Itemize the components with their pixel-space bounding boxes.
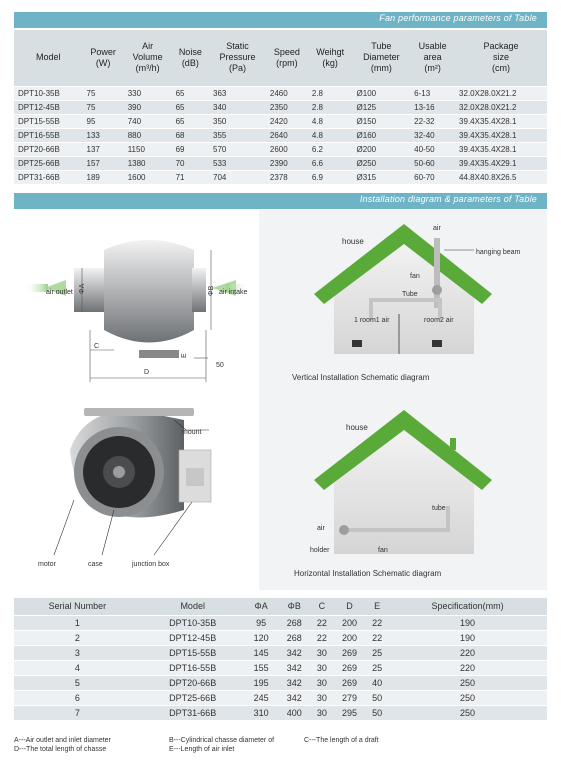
- performance-cell: 70: [172, 156, 209, 170]
- fan-side-view: [24, 240, 248, 382]
- performance-cell: 2378: [266, 170, 308, 184]
- performance-cell: 71: [172, 170, 209, 184]
- performance-cell: DPT15-55B: [14, 114, 83, 128]
- dimension-cell: 3: [14, 645, 141, 660]
- dimension-row: [14, 645, 547, 660]
- case-label: case: [88, 561, 103, 568]
- horizontal-tube: [344, 528, 450, 532]
- performance-cell: 39.4X35.4X28.1: [455, 142, 547, 156]
- performance-cell: DPT25-66B: [14, 156, 83, 170]
- chimney: [450, 438, 456, 450]
- dimension-header-cell: Serial Number: [14, 598, 141, 615]
- dimension-header-cell: ΦA: [245, 598, 278, 615]
- e-label: E: [181, 353, 188, 358]
- dimension-cell: 342: [278, 660, 311, 675]
- dimension-cell: 268: [278, 630, 311, 645]
- performance-cell: DPT31-66B: [14, 170, 83, 184]
- performance-cell: 40-50: [410, 142, 455, 156]
- performance-cell: 2600: [266, 142, 308, 156]
- dimension-cell: 342: [278, 645, 311, 660]
- performance-row: [14, 114, 547, 128]
- performance-cell: 32-40: [410, 128, 455, 142]
- performance-cell: 880: [124, 128, 172, 142]
- dimension-cell: 250: [388, 675, 547, 690]
- installation-diagram-svg: [14, 210, 547, 590]
- performance-cell: 1150: [124, 142, 172, 156]
- dimension-cell: 30: [311, 690, 333, 705]
- performance-cell: 39.4X35.4X28.1: [455, 114, 547, 128]
- performance-cell: DPT20-66B: [14, 142, 83, 156]
- dimension-cell: 220: [388, 660, 547, 675]
- installation-diagram: [14, 210, 547, 590]
- dimension-header-cell: ΦB: [278, 598, 311, 615]
- performance-cell: 13-16: [410, 100, 455, 114]
- performance-cell: 2.8: [308, 86, 353, 100]
- dimension-cell: 22: [366, 615, 388, 630]
- performance-cell: 1380: [124, 156, 172, 170]
- dimension-cell: 295: [333, 705, 366, 720]
- performance-cell: Ø100: [353, 86, 411, 100]
- performance-cell: 95: [83, 114, 124, 128]
- outlet-arrow-tail: [24, 284, 48, 292]
- dimension-cell: 310: [245, 705, 278, 720]
- performance-cell: 69: [172, 142, 209, 156]
- performance-cell: 390: [124, 100, 172, 114]
- dimension-cell: 25: [366, 660, 388, 675]
- performance-cell: Ø125: [353, 100, 411, 114]
- performance-header-cell: Weihgt (kg): [308, 30, 353, 86]
- dimension-row: [14, 705, 547, 720]
- dimension-cell: 5: [14, 675, 141, 690]
- dimension-cell: 250: [388, 705, 547, 720]
- mount-bracket: [84, 408, 194, 416]
- dimension-row: [14, 660, 547, 675]
- dimension-cell: DPT15-55B: [141, 645, 245, 660]
- dimension-cell: 40: [366, 675, 388, 690]
- performance-header-cell: Noise (dB): [172, 30, 209, 86]
- performance-cell: 355: [209, 128, 266, 142]
- performance-table-header: [14, 30, 547, 86]
- fan-body: [104, 240, 194, 343]
- performance-cell: 2390: [266, 156, 308, 170]
- performance-banner: [14, 12, 547, 28]
- legend-e: E---Length of air inlet: [169, 746, 235, 753]
- performance-cell: 740: [124, 114, 172, 128]
- performance-cell: 32.0X28.0X21.2: [455, 100, 547, 114]
- d-label: D: [144, 369, 150, 376]
- performance-cell: 2350: [266, 100, 308, 114]
- horizontal-duct: [369, 298, 441, 302]
- performance-cell: 39.4X35.4X28.1: [455, 128, 547, 142]
- dimension-cell: 269: [333, 660, 366, 675]
- performance-cell: Ø200: [353, 142, 411, 156]
- dimension-cell: 342: [278, 690, 311, 705]
- dimension-cell: DPT25-66B: [141, 690, 245, 705]
- horizontal-air-label: air: [317, 525, 325, 532]
- horizontal-fan-label: fan: [378, 547, 388, 554]
- dimension-header-cell: D: [333, 598, 366, 615]
- dimension-cell: 269: [333, 645, 366, 660]
- room2-label: room2 air: [424, 317, 454, 324]
- dimension-cell: 195: [245, 675, 278, 690]
- mount-foot: [139, 350, 179, 358]
- performance-cell: 2460: [266, 86, 308, 100]
- dimension-cell: 50: [366, 690, 388, 705]
- dimension-cell: 400: [278, 705, 311, 720]
- performance-cell: 570: [209, 142, 266, 156]
- vertical-air-label: air: [433, 225, 441, 232]
- dimension-cell: 30: [311, 660, 333, 675]
- performance-cell: DPT12-45B: [14, 100, 83, 114]
- performance-cell: 2640: [266, 128, 308, 142]
- dimension-row: [14, 615, 547, 630]
- c-label: C: [94, 343, 100, 350]
- dimension-cell: 30: [311, 705, 333, 720]
- dimension-cell: 7: [14, 705, 141, 720]
- performance-row: [14, 86, 547, 100]
- performance-cell: 68: [172, 128, 209, 142]
- dimension-header-cell: Specification(mm): [388, 598, 547, 615]
- performance-cell: DPT16-55B: [14, 128, 83, 142]
- dimension-cell: DPT16-55B: [141, 660, 245, 675]
- dimension-cell: 25: [366, 645, 388, 660]
- performance-cell: 50-60: [410, 156, 455, 170]
- horizontal-tube-label: tube: [432, 505, 446, 512]
- dimension-cell: 268: [278, 615, 311, 630]
- vertical-caption: Vertical Installation Schematic diagram: [292, 373, 430, 382]
- dimension-cell: 120: [245, 630, 278, 645]
- air-intake-collar: [192, 268, 206, 312]
- horizontal-tube-up: [446, 506, 450, 530]
- junction-box-plate: [186, 468, 204, 486]
- room1-label: 1 room1 air: [354, 317, 390, 324]
- vertical-fan-label: fan: [410, 273, 420, 280]
- performance-cell: 1600: [124, 170, 172, 184]
- performance-header-cell: Package size (cm): [455, 30, 547, 86]
- performance-row: [14, 100, 547, 114]
- dimension-cell: 95: [245, 615, 278, 630]
- performance-cell: 6.2: [308, 142, 353, 156]
- performance-cell: 350: [209, 114, 266, 128]
- performance-cell: Ø315: [353, 170, 411, 184]
- dimension-table: [14, 598, 547, 720]
- dimension-table-header: [14, 598, 547, 615]
- performance-header-cell: Usable area (m²): [410, 30, 455, 86]
- performance-cell: 189: [83, 170, 124, 184]
- performance-cell: 363: [209, 86, 266, 100]
- room-divider: [398, 314, 400, 354]
- performance-cell: 22-32: [410, 114, 455, 128]
- legend-c: C---The length of a draft: [304, 737, 379, 744]
- vertical-house-label: house: [342, 237, 364, 246]
- room1-vent: [352, 340, 362, 347]
- dimension-table-body: [14, 615, 547, 720]
- vertical-duct: [434, 238, 440, 308]
- performance-cell: Ø150: [353, 114, 411, 128]
- dimension-cell: 22: [311, 630, 333, 645]
- performance-cell: 75: [83, 100, 124, 114]
- performance-row: [14, 128, 547, 142]
- horizontal-caption: Horizontal Installation Schematic diagram: [294, 569, 442, 578]
- motor-shaft: [113, 466, 125, 478]
- performance-cell: 4.8: [308, 128, 353, 142]
- performance-header-cell: Air Volume (m³/h): [124, 30, 172, 86]
- horizontal-fan: [339, 525, 349, 535]
- performance-cell: 6.6: [308, 156, 353, 170]
- dimension-cell: 30: [311, 675, 333, 690]
- fifty-label: 50: [216, 362, 224, 369]
- performance-cell: Ø250: [353, 156, 411, 170]
- dimension-cell: 190: [388, 615, 547, 630]
- phi-a-label: ΦA: [79, 283, 86, 294]
- performance-header-cell: Model: [14, 30, 83, 86]
- performance-row: [14, 142, 547, 156]
- performance-cell: 39.4X35.4X29.1: [455, 156, 547, 170]
- dimension-cell: 245: [245, 690, 278, 705]
- performance-cell: 65: [172, 100, 209, 114]
- dimension-cell: 2: [14, 630, 141, 645]
- performance-cell: 704: [209, 170, 266, 184]
- performance-header-cell: Tube Diameter (mm): [353, 30, 411, 86]
- dimension-cell: DPT12-45B: [141, 630, 245, 645]
- performance-cell: 137: [83, 142, 124, 156]
- performance-cell: 44.8X40.8X26.5: [455, 170, 547, 184]
- dimension-cell: DPT20-66B: [141, 675, 245, 690]
- dimension-cell: 50: [366, 705, 388, 720]
- air-intake-label: air intake: [219, 289, 248, 296]
- fan-front-view: [38, 408, 211, 568]
- dimension-header-cell: C: [311, 598, 333, 615]
- performance-cell: 157: [83, 156, 124, 170]
- performance-cell: 6-13: [410, 86, 455, 100]
- hanging-beam-label: hanging beam: [476, 249, 521, 256]
- performance-table: [14, 30, 547, 184]
- dimension-cell: 342: [278, 675, 311, 690]
- motor-label: motor: [38, 561, 56, 568]
- performance-cell: 32.0X28.0X21.2: [455, 86, 547, 100]
- performance-row: [14, 170, 547, 184]
- performance-header-cell: Power (W): [83, 30, 124, 86]
- performance-row: [14, 156, 547, 170]
- performance-banner-title: Fan performance parameters of Table: [379, 13, 537, 23]
- dimension-cell: 155: [245, 660, 278, 675]
- performance-cell: 330: [124, 86, 172, 100]
- performance-cell: 2420: [266, 114, 308, 128]
- dimension-cell: 4: [14, 660, 141, 675]
- performance-cell: 533: [209, 156, 266, 170]
- performance-cell: Ø160: [353, 128, 411, 142]
- performance-cell: 6.9: [308, 170, 353, 184]
- installation-banner: [14, 193, 547, 209]
- performance-cell: 65: [172, 86, 209, 100]
- dimension-cell: 220: [388, 645, 547, 660]
- horizontal-house-label: house: [346, 423, 368, 432]
- dimension-cell: 22: [311, 615, 333, 630]
- performance-cell: DPT10-35B: [14, 86, 83, 100]
- dimension-cell: DPT31-66B: [141, 705, 245, 720]
- performance-cell: 4.8: [308, 114, 353, 128]
- dimension-cell: 30: [311, 645, 333, 660]
- air-outlet-label: air outlet: [46, 289, 73, 296]
- dimension-cell: 279: [333, 690, 366, 705]
- legend-a: A---Air outlet and inlet diameter: [14, 737, 111, 744]
- performance-cell: 133: [83, 128, 124, 142]
- vertical-fan: [432, 285, 442, 295]
- performance-cell: 75: [83, 86, 124, 100]
- dimension-cell: 269: [333, 675, 366, 690]
- dimension-cell: 200: [333, 615, 366, 630]
- performance-cell: 340: [209, 100, 266, 114]
- dimension-cell: 190: [388, 630, 547, 645]
- dimension-row: [14, 690, 547, 705]
- dimension-cell: 200: [333, 630, 366, 645]
- performance-table-body: [14, 86, 547, 184]
- performance-cell: 65: [172, 114, 209, 128]
- mount-label: mount: [182, 429, 202, 436]
- dimension-header-cell: E: [366, 598, 388, 615]
- dimension-cell: DPT10-35B: [141, 615, 245, 630]
- vertical-tube-label: Tube: [402, 291, 418, 298]
- performance-cell: 60-70: [410, 170, 455, 184]
- dimension-cell: 6: [14, 690, 141, 705]
- legend-d: D---The total length of chasse: [14, 746, 107, 753]
- dimension-cell: 22: [366, 630, 388, 645]
- dimension-cell: 250: [388, 690, 547, 705]
- dimension-row: [14, 675, 547, 690]
- dimension-header-cell: Model: [141, 598, 245, 615]
- installation-banner-title: Installation diagram & parameters of Table: [359, 194, 537, 204]
- performance-header-cell: Static Pressure (Pa): [209, 30, 266, 86]
- dimension-cell: 145: [245, 645, 278, 660]
- room2-vent: [432, 340, 442, 347]
- performance-cell: 2.8: [308, 100, 353, 114]
- performance-header-cell: Speed (rpm): [266, 30, 308, 86]
- phi-b-label: ΦB: [208, 285, 215, 296]
- legend-b: B---Cylindrical chasse diameter of: [169, 737, 275, 744]
- holder-label: holder: [310, 547, 330, 554]
- junction-box-label: junction box: [132, 561, 170, 568]
- dimension-row: [14, 630, 547, 645]
- dimension-cell: 1: [14, 615, 141, 630]
